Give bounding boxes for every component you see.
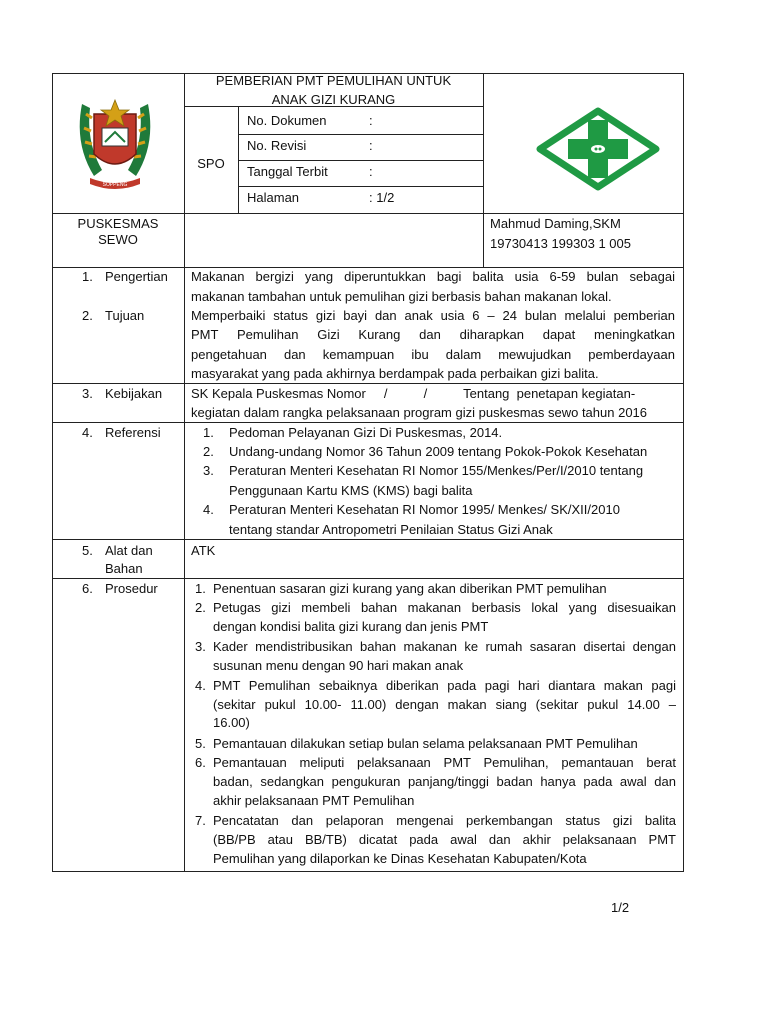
prosedur-item-number: 2. (195, 600, 206, 615)
prosedur-item-line: (sekitar pukul 10.00- 11.00) dengan makan siang (sekitar pukul 14.00 – (213, 697, 676, 712)
spo-label: SPO (197, 156, 225, 171)
prosedur-item-line: Pemantauan meliputi pelaksanaan PMT Pemulihan, pemantauan berat (213, 755, 676, 770)
column-divider-2 (483, 73, 484, 268)
meta-divider-1 (238, 134, 483, 135)
prosedur-item-line: dengan kondisi balita gizi kurang dan jenis PMT (213, 619, 489, 634)
prosedur-item-line: akhir pelaksanaan PMT Pemulihan (213, 793, 415, 808)
prosedur-item-line: Kader mendistribusikan bahan makanan ke rumah sasaran disertai dengan (213, 639, 676, 654)
section-label-prosedur: Prosedur (105, 581, 158, 596)
revision-value: : (369, 138, 373, 153)
section-number: 3. (82, 386, 93, 401)
prosedur-item-line: Pencatatan dan pelaporan mengenai perkembangan status gizi balita (213, 813, 676, 828)
prosedur-item-line: badan, sedangkan pengukuran panjang/tinggi badan hanya pada awal dan (213, 774, 676, 789)
document-title-line-1: PEMBERIAN PMT PEMULIHAN UNTUK (215, 73, 452, 88)
table-border-right (683, 73, 684, 872)
prosedur-item-line: Pemulihan yang dilaporkan ke Dinas Kesehatan Kabupaten/Kota (213, 851, 587, 866)
referensi-item-line: Penggunaan Kartu KMS (KMS) bagi balita (229, 483, 473, 498)
document-title-line-2: ANAK GIZI KURANG (271, 92, 396, 107)
pengertian-line: Makanan bergizi yang diperuntukkan bagi balita usia 6-59 bulan sebagai (191, 269, 675, 284)
referensi-item-number: 2. (203, 444, 214, 459)
org-name-line-1: PUSKESMAS (77, 216, 159, 231)
section-label-alat-line-1: Alat dan (105, 543, 153, 558)
prosedur-item-line: Pemantauan dilakukan setiap bulan selama pelaksanaan PMT Pemulihan (213, 736, 638, 751)
kebijakan-line: kegiatan dalam rangka pelaksanaan program gizi puskesmas sewo tahun 2016 (191, 405, 648, 420)
signer-name: Mahmud Daming,SKM (490, 216, 621, 231)
tujuan-line: pengetahuan dan kemampuan ibu dalam mewujudkan pemberdayaan (191, 347, 675, 362)
table-border-left (52, 73, 53, 872)
section-number: 1. (82, 269, 93, 284)
section-number: 2. (82, 308, 93, 323)
issue-date-label: Tanggal Terbit (247, 164, 328, 179)
referensi-item-line: Peraturan Menteri Kesehatan RI Nomor 155/Menkes/Per/I/2010 tentang (229, 463, 644, 478)
prosedur-item-number: 6. (195, 755, 206, 770)
page-value: : 1/2 (369, 190, 395, 205)
section-label-pengertian: Pengertian (105, 269, 168, 284)
section-number: 6. (82, 581, 93, 596)
prosedur-item-line: PMT Pemulihan sebaiknya diberikan pada pagi hari diantara makan pagi (213, 678, 676, 693)
kebijakan-line: SK Kepala Puskesmas Nomor / / Tentang penetapan kegiatan- (191, 386, 636, 401)
tujuan-line: Memperbaiki status gizi bayi dan anak usia 6 – 24 bulan melalui pemberian (191, 308, 675, 323)
column-divider-1 (184, 73, 185, 872)
referensi-item-line: Pedoman Pelayanan Gizi Di Puskesmas, 2014. (229, 425, 503, 440)
prosedur-item-number: 1. (195, 581, 206, 596)
page-number: 1/2 (611, 900, 630, 915)
tujuan-line: masyarakat yang pada akhirnya berdampak pada perbaikan gizi balita. (191, 366, 599, 381)
prosedur-item-line: 16.00) (213, 715, 250, 730)
section-label-tujuan: Tujuan (105, 308, 145, 323)
section-label-referensi: Referensi (105, 425, 161, 440)
referensi-item-line: Peraturan Menteri Kesehatan RI Nomor 1995/ Menkes/ SK/XII/2010 (229, 502, 620, 517)
prosedur-item-line: Petugas gizi membeli bahan makanan berbasis lokal yang disesuaikan (213, 600, 676, 615)
section-number: 4. (82, 425, 93, 440)
meta-divider-2 (238, 160, 483, 161)
alat-text: ATK (191, 543, 216, 558)
section-label-kebijakan: Kebijakan (105, 386, 163, 401)
doc-number-label: No. Dokumen (247, 113, 327, 128)
prosedur-item-line: susunan menu dengan 90 hari makan anak (213, 658, 464, 673)
regency-emblem-logo (72, 84, 158, 196)
section-number: 5. (82, 543, 93, 558)
emblem-ribbon-text: SOPPENG (102, 182, 128, 188)
prosedur-item-number: 3. (195, 639, 206, 654)
table-border-bottom (52, 871, 684, 872)
issue-date-value: : (369, 164, 373, 179)
prosedur-item-number: 4. (195, 678, 206, 693)
prosedur-item-line: Penentuan sasaran gizi kurang yang akan diberikan PMT pemulihan (213, 581, 607, 596)
referensi-item-number: 3. (203, 463, 214, 478)
doc-number-value: : (369, 113, 373, 128)
section-label-alat-line-2: Bahan (105, 561, 143, 576)
prosedur-item-number: 5. (195, 736, 206, 751)
signer-nip: 19730413 199303 1 005 (490, 236, 631, 251)
puskesmas-logo (532, 106, 664, 192)
referensi-item-number: 1. (203, 425, 214, 440)
page-label: Halaman (247, 190, 300, 205)
referensi-item-number: 4. (203, 502, 214, 517)
revision-label: No. Revisi (247, 138, 307, 153)
org-name-line-2: SEWO (98, 232, 138, 247)
referensi-item-line: tentang standar Antropometri Penilaian Status Gizi Anak (229, 522, 553, 537)
prosedur-item-line: (BB/PB atau BB/TB) dicatat pada awal dan akhir pelaksanaan PMT (213, 832, 676, 847)
spo-divider (238, 106, 239, 214)
tujuan-line: PMT Pemulihan Gizi Kurang dan diharapkan dapat meningkatkan (191, 327, 675, 342)
pengertian-line: makanan tambahan untuk pemulihan gizi berbasis bahan makanan lokal. (191, 289, 612, 304)
meta-divider-3 (238, 186, 483, 187)
referensi-item-line: Undang-undang Nomor 36 Tahun 2009 tentang Pokok-Pokok Kesehatan (229, 444, 648, 459)
prosedur-item-number: 7. (195, 813, 206, 828)
